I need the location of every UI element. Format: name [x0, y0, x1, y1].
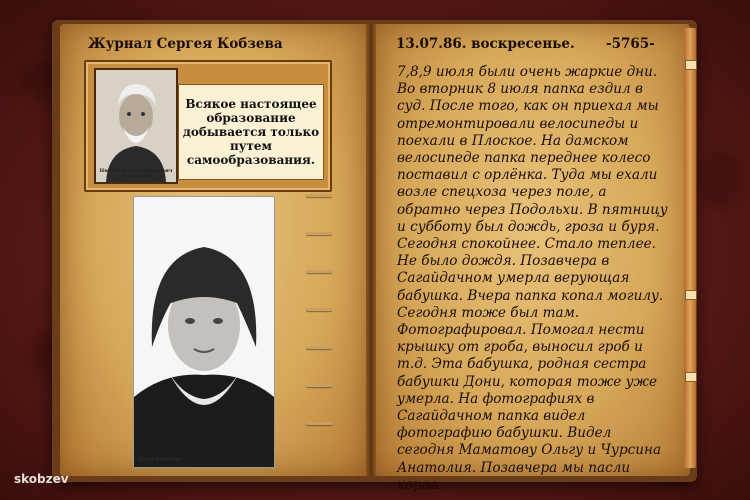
quote-text: Всякое настоящее образование добывается только путем самообразования. [182, 97, 320, 167]
journal-title: Журнал Сергея Кобзева [88, 36, 283, 52]
bookmark-tab [685, 60, 697, 70]
book-spine [366, 24, 376, 476]
page-edge-strip [684, 28, 696, 468]
portrait-caption: Николай Александрович РУБАКИН [99, 168, 173, 180]
photo-caption: Ольга Маматова [138, 457, 182, 463]
watermark: skobzev [14, 472, 69, 486]
entry-text: 7,8,9 июля были очень жаркие дни. Во вторник 8 июля папка ездил в суд. После того, как он приехал мы отремонтировали велосипеды и поехали в Плоское. На дамском велосипеде папка переднее колесо поставил с орлёнка. Туда мы ехали возле спецхоза через поле, а обратно через Подольхи. В пятницу и субботу был дождь, гроза и буря. Сегодня спокойнее. Стало теплее. Не было дождя. Позавчера в Сагайдачном умерла верующая бабушка. Вчера папка копал могилу. Сегодня тоже был там. Фотографировал. Помогал нести крышку от гроба, выносил гроб и т.д. Эта бабушка, родная сестра бабушки Дони, которая тоже уже умерла. На фотографиях в Сагайдачном папка видел фотографию бабушки. Видел сегодня Маматову Ольгу и Чурсина Анатолия. Позавчера мы пасли коров. [397, 64, 668, 493]
quote-box [178, 84, 324, 180]
bookmark-tab [685, 372, 697, 382]
girl-photo-image [134, 197, 274, 467]
author-portrait [94, 68, 178, 184]
bookmark-tab [685, 290, 697, 300]
portrait-image [96, 70, 176, 182]
entry-date: 13.07.86. воскресенье. [396, 36, 575, 52]
girl-photo [133, 196, 275, 468]
entry-number: -5765- [606, 36, 655, 52]
